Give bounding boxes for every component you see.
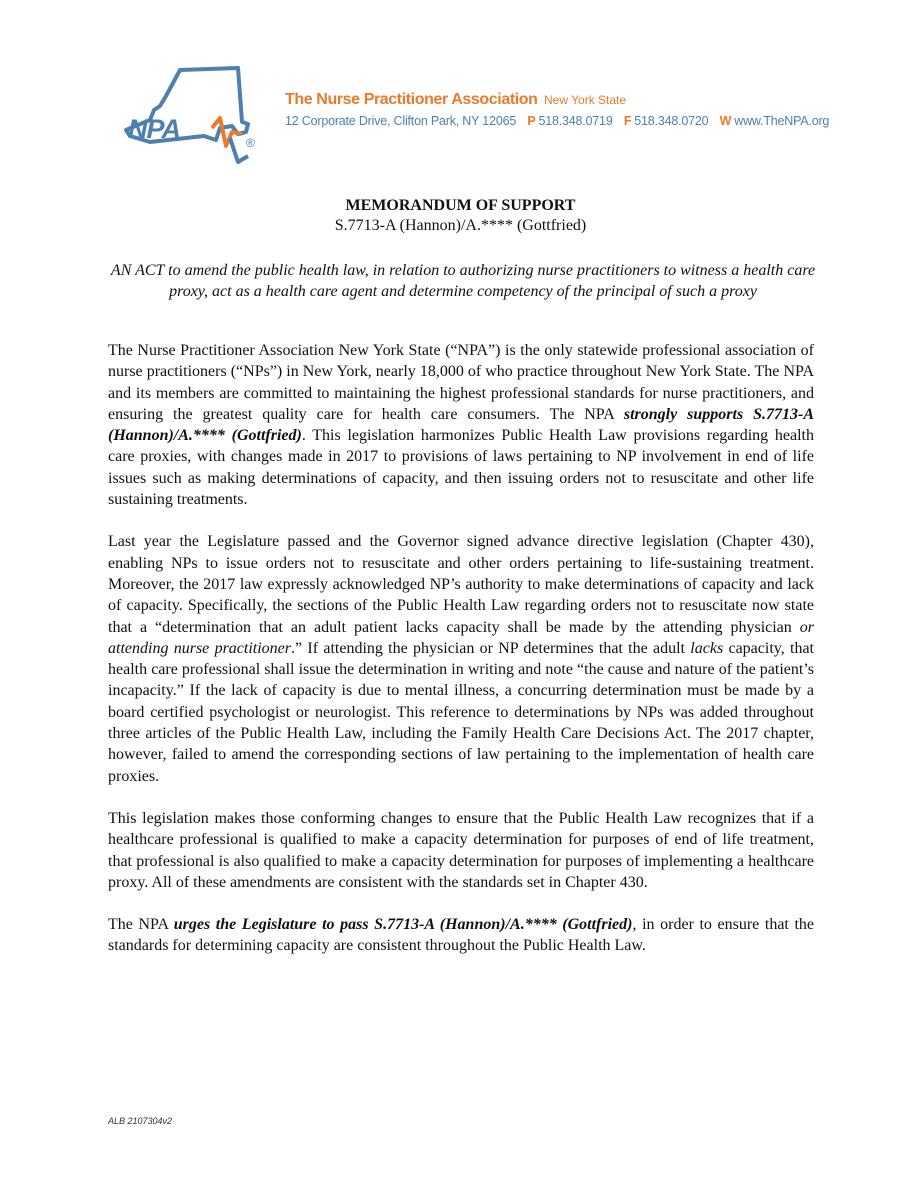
text-run: .” If attending the physician or NP determines that the adult xyxy=(291,639,691,657)
organization-name: The Nurse Practitioner Association xyxy=(285,91,538,108)
act-summary: AN ACT to amend the public health law, in relation to authorizing nurse practitioners to witness a health care proxy, act as a health care agent and determine competency of the principal of such a proxy xyxy=(110,262,816,300)
paragraph-2 xyxy=(108,531,814,787)
organization-info xyxy=(285,91,829,128)
text-run: , in order to ensure that the standards for determining capacity are consistent throughout the Public Health Law. xyxy=(108,916,815,955)
phone: 518.348.0719 xyxy=(538,114,613,128)
website-link[interactable]: www.TheNPA.org xyxy=(734,114,830,128)
emphasis-np: or attending nurse practitioner xyxy=(108,618,814,657)
emphasis-support: strongly supports S.7713-A (Hannon)/A.**** (Gottfried) xyxy=(108,405,815,445)
address: 12 Corporate Drive, Clifton Park, NY 12065 xyxy=(285,114,517,128)
contact-line xyxy=(285,114,829,128)
web-label: W xyxy=(719,114,732,128)
fax: 518.348.0720 xyxy=(634,114,709,128)
paragraph-4 xyxy=(108,914,814,957)
phone-label: P xyxy=(527,114,536,128)
text-run: The Nurse Practitioner Association New York State (“NPA”) is the only statewide professional association of nurse practitioners (“NPs”) in New York, nearly 18,000 of who practice throughout New York State. The NPA and its members are committed to maintaining the highest professional standards for nurse practitioners, and ensuring the greatest quality care for health care consumers. The NPA xyxy=(108,342,814,423)
organization-state: New York State xyxy=(544,93,627,107)
paragraph-1 xyxy=(108,340,814,510)
emphasis-urges: urges the Legislature to pass S.7713-A (Hannon)/A.**** (Gottfried) xyxy=(173,916,633,934)
bill-identifier: S.7713-A (Hannon)/A.**** (Gottfried) xyxy=(334,217,587,234)
registered-mark: ® xyxy=(246,136,255,150)
document-id: ALB 2107304v2 xyxy=(108,1116,173,1126)
logo-wordmark: NPA xyxy=(128,114,181,144)
text-run: The NPA xyxy=(108,916,174,934)
emphasis-lacks: lacks xyxy=(690,639,724,657)
text-run: Last year the Legislature passed and the Governor signed advance directive legislation (Chapter 430), enabling NPs to issue orders not to resuscitate and other orders pertaining to life-sustaining treatment. Moreover, the 2017 law expressly acknowledged NP’s authority to make determinations of capacity and lack of capacity. Specifically, the sections of the Public Health Law regarding orders not to resuscitate now state that a “determination that an adult patient lacks capacity shall be made by the attending physician xyxy=(108,533,814,636)
npa-logo xyxy=(120,62,280,172)
letterhead xyxy=(120,62,840,172)
fax-label: F xyxy=(623,114,632,128)
text-run: capacity, that health care professional shall issue the determination in writing and note “the cause and nature of the patient’s incapacity.” If the lack of capacity is due to mental illness, a concurring determination must be made by a board certified psychologist or neurologist. This reference to determinations by NPs was added throughout three articles of the Public Health Law, including the Family Health Care Decisions Act. The 2017 chapter, however, failed to amend the corresponding sections of law pertaining to the implementation of health care proxies. xyxy=(108,639,815,785)
paragraph-3: This legislation makes those conforming changes to ensure that the Public Health Law recognizes that if a healthcare professional is qualified to make a capacity determination for purposes of end of life treatment, that professional is also qualified to make a capacity determination for purposes of implementing a healthcare proxy. All of these amendments are consistent with the standards set in Chapter 430. xyxy=(108,809,814,891)
memo-heading xyxy=(0,196,921,236)
memo-title: MEMORANDUM OF SUPPORT xyxy=(345,197,576,214)
memo-body xyxy=(108,340,814,978)
text-run: . This legislation harmonizes Public Health Law provisions regarding health care proxies, with changes made in 2017 to provisions of laws pertaining to NP involvement in end of life issues such as making determinations of capacity, and then issuing orders not to resuscitate and other life sustaining treatments. xyxy=(108,427,814,509)
